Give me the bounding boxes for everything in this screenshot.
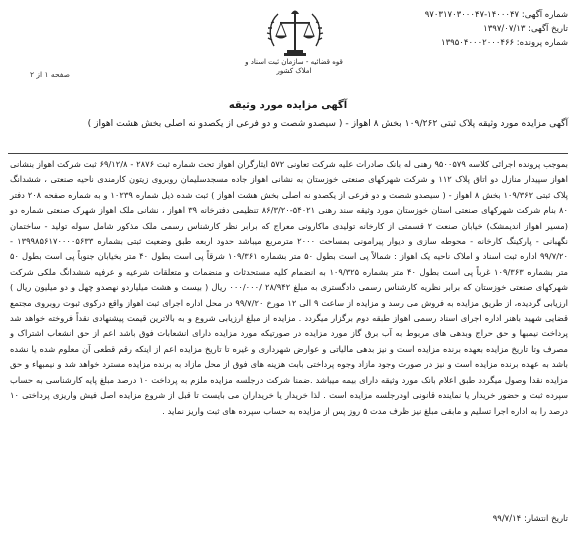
ad-date: تاریخ آگهی: ۱۳۹۷/۰۷/۱۳ [483, 24, 568, 34]
notice-title: آگهی مزایده مورد وثیقه [228, 100, 348, 111]
judiciary-emblem-icon [262, 6, 328, 62]
notice-body: بموجب پرونده اجرائی کلاسه ۹۵۰۰۵۷۹ رهنی له بانک صادرات علیه شرکت تعاونی ۵۷۲ ایثارگران اهواز تحت شماره ثبت ۲۸۷۶ - ۶۹/۱۲/۸ ثبت شرکت اهواز بنشانی اهواز سپیدار منازل دو اتاق پلاک ۱۱۲ و شرکت شهرکهای صنعتی خوزستان به نشانی اهواز جاده مسجدسلیمان روبروی زیتون کارمندی ناحیه صنعتی ، ششدانگ پلاک ثبتی ۱۰۹/۳۶۲ بخش ۸ اهواز - ( سیصدو شصت و دو فرعی از یکصدو نه اصلی بخش هشت اهواز ) ثبت شده ذیل شماره ۱۰۲۳۹ و به شماره صفحه ۲۰۸ دفتر ۸۰ بنام شرکت شهرکهای صنعتی استان خوزستان مورد وثیقه سند رهنی ۵۴۰۲۱-۸۶/۳/۲۰ تنظیمی دفترخانه ۳۹ اهواز ، نشانی ملک اهواز شهرک صنعتی شماره دو (مسیر اهواز اندیمشک) خیابان صنعت ۲ قسمتی از کارخانه تولیدی ماکارونی معراج که برابر نظر کارشناس رسمی ملک مذکور شامل سوله تولید - ساختمان نگهبانی - پارکینگ کارخانه - محوطه سازی و دیوار پیرامونی بمساحت ۲۰۰۰ مترمربع میباشد حدود اربعه طبق وضعیت ثبتی بشماره ۱۳۹۹۸۵۶۱۷۰۰۰۰۵۶۳۳ - ۹۹/۷/۲۰ اداره ثبت اسناد و املاک ناحیه یک اهواز : شمالاً پی است بطول ۵۰ متر بشماره ۱۰۹/۳۶۱ شرقاً پی است بطول ۴۰ متر بخیابان جنوباً پی است بطول ۵۰ متر بشماره ۱۰۹/۳۶۳ غرباً پی است بطول ۴۰ متر بشماره ۱۰۹/۳۲۵ به انضمام کلیه مستحدثات و منضمات و متعلقات شرعیه و عرفیه ششدانگ ملکی شرکت شهرکهای صنعتی خوزستان که برابر نظریه کارشناس رسمی دادگستری به مبلغ ۲۸/۹۴۲ /۰۰۰/۰۰۰ ریال ( بیست و هشت میلیاردو نهصدو چهل و دو میلیون ریال ) ارزیابی گردیده، از طریق مزایده به فروش می رسد و مزایده از ساعت ۹ الی ۱۲ مورخ ۹۹/۷/۲۰ در محل اداره اجرای ثبت اهواز واقع درکوی ثبوت روبروی مجتمع قضایی شهید باهنر اداره اجرای اسناد رسمی اهواز طبقه دوم برگزار میگردد . مزایده از مبلغ ارزیابی شروع و به بالاترین قیمت پیشنهادی نقداً فروخته خواهد شد پرداخت نیمبها و حق حراج وبدهی های مربوط به آب برق گاز مورد مزایده در صورتیکه مورد مزایده دارای انشعابات فوق باشد اعم از حق انشعاب اشتراک و مصرف وتا تاریخ مزایده بعهده برنده مزایده است و نیز بدهی مالیاتی و عوارض شهرداری و غیره تا تاریخ مزایده اعم از اینکه رقم قطعی آن معلوم شده یا نشده باشد به عهده برنده مزایده است و نیز در صورت وجود مازاد وجوه پرداختی بابت هزینه های فوق از محل مازاد به برنده مزایده مسترد خواهد شد و نیمبهاء و حق مزایده نقدا وصول میگردد طبق اعلام بانک مورد وثیقه دارای بیمه میباشد .ضمنا شرکت درجلسه مزایده ملزم به پرداخت ۱۰ درصد مبلغ پایه کارشناسی به حساب سپرده ثبت و حضور خریدار یا نماینده قانونی اودرجلسه مزایده است . لذا خریدار یا خریداران می بایست تا قبل از شروع مزایده اصل فیش واریزی پرداختی ۱۰ درصد را به اداره اجرا تسلیم و مابقی مبلغ نیز ظرف مدت ۵ روز پس از مزایده به حساب سپرده های ثبت واریز نماید . [10, 159, 569, 416]
organization-name: قوه قضائیه - سازمان ثبت اسناد و املاک کشور [245, 58, 343, 75]
ad-number: شماره آگهی: ۱۴۰۰۰۴۷-۹۷۰۳۱۷۰۳۰۰۰۴۷ [424, 10, 568, 20]
divider [8, 153, 568, 154]
file-number: شماره پرونده: ۱۳۹۵۰۴۰۰۰۲۰۰۰۴۶۶ [441, 38, 568, 48]
notice-meta [328, 8, 568, 50]
publish-date: تاریخ انتشار: ۹۹/۷/۱۴ [492, 514, 568, 524]
notice-lead: آگهی مزایده مورد وثیقه پلاک ثبتی ۱۰۹/۲۶۲ بخش ۸ اهواز - ( سیصدو شصت و دو فرعی از یکصدو نه اصلی بخش هشت اهواز ) [87, 118, 568, 129]
page-number: صفحه ۱ از ۲ [30, 70, 70, 79]
